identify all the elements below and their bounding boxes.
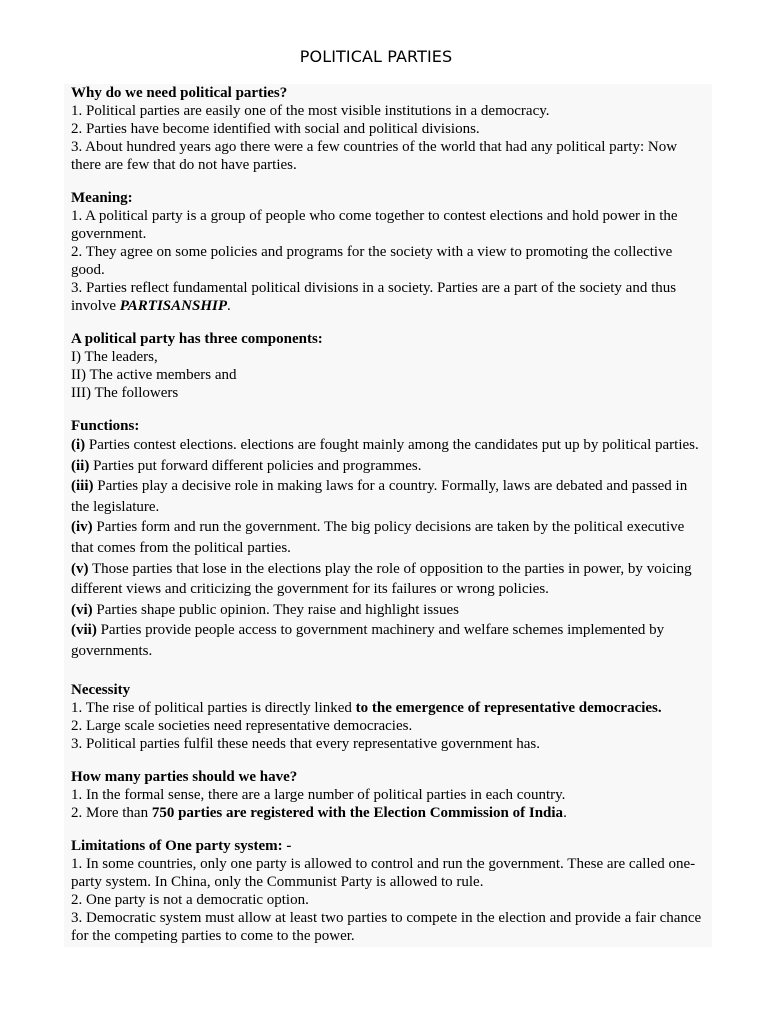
section-heading: Meaning: <box>71 190 133 206</box>
document-body <box>64 84 712 947</box>
item-text: Parties put forward different policies and programmes. <box>89 457 422 474</box>
item-bold: to the emergence of representative democracies. <box>355 699 662 716</box>
item-text: 2. More than <box>71 804 152 821</box>
section-how-many <box>71 768 705 822</box>
list-item <box>71 699 705 717</box>
item-number: (iii) <box>71 478 94 495</box>
list-item <box>71 435 705 456</box>
item-text: 3. Parties reflect fundamental political divisions in a society. Parties are a part of the society and thus involve <box>71 280 677 314</box>
item-text: Parties provide people access to government machinery and welfare schemes implemented by governments. <box>71 622 665 659</box>
list-item: II) The active members and <box>71 367 237 383</box>
list-item: 3. Political parties fulfil these needs that every representative government has. <box>71 735 541 752</box>
item-number: (ii) <box>71 457 90 474</box>
item-bold: 750 parties are registered with the Election Commission of India <box>151 804 564 821</box>
section-heading: Necessity <box>71 681 131 698</box>
list-item <box>71 600 705 621</box>
item-number: (iv) <box>71 519 93 536</box>
item-number: (v) <box>71 560 89 577</box>
list-item: 2. Parties have become identified with social and political divisions. <box>71 121 480 137</box>
section-why-parties <box>71 84 705 174</box>
item-number: (vi) <box>71 601 93 618</box>
list-item <box>71 279 705 315</box>
list-item <box>71 517 705 558</box>
list-item: 3. About hundred years ago there were a few countries of the world that had any political party: Now there are few that do not have parties. <box>71 139 678 173</box>
item-number: (vii) <box>71 622 97 639</box>
item-text: Those parties that lose in the elections play the role of opposition to the parties in power, by voicing different views and criticizing the government for its failures or wrong policies. <box>71 560 692 598</box>
section-functions <box>71 417 705 680</box>
item-number: (i) <box>71 437 86 453</box>
list-item: III) The followers <box>71 385 179 401</box>
item-text: Parties contest elections. elections are fought mainly among the candidates put up by political parties. <box>85 437 699 453</box>
section-meaning <box>71 189 705 315</box>
section-heading: Why do we need political parties? <box>71 85 288 101</box>
page-title: POLITICAL PARTIES <box>299 47 453 66</box>
list-item: 1. In some countries, only one party is allowed to control and run the government. These are called one-party system. In China, only the Communist Party is allowed to rule. <box>71 855 696 890</box>
section-limitations <box>71 837 705 945</box>
section-heading: Limitations of One party system: - <box>71 837 292 854</box>
list-item <box>71 476 705 517</box>
list-item: 2. One party is not a democratic option. <box>71 891 309 908</box>
list-item <box>71 559 705 600</box>
list-item: I) The leaders, <box>71 349 158 365</box>
section-heading: A political party has three components: <box>71 331 323 347</box>
section-necessity <box>71 681 705 753</box>
item-text: Parties form and run the government. The big policy decisions are taken by the political executive that comes from the political parties. <box>71 519 685 556</box>
list-item: 2. Large scale societies need representative democracies. <box>71 717 413 734</box>
item-text: Parties play a decisive role in making laws for a country. Formally, laws are debated and passed in the legislature. <box>71 478 688 515</box>
item-text: 1. The rise of political parties is directly linked <box>71 699 356 716</box>
item-end: . <box>227 298 231 314</box>
list-item <box>71 620 705 661</box>
list-item: 1. In the formal sense, there are a large number of political parties in each country. <box>71 786 566 803</box>
list-item <box>71 456 705 477</box>
list-item: 3. Democratic system must allow at least two parties to compete in the election and provide a fair chance for the competing parties to come to the power. <box>71 909 702 944</box>
section-heading: Functions: <box>71 418 140 434</box>
list-item: 2. They agree on some policies and programs for the society with a view to promoting the collective good. <box>71 244 673 278</box>
list-item: 1. A political party is a group of people who come together to contest elections and hold power in the government. <box>71 208 678 242</box>
section-components <box>71 330 705 402</box>
section-heading: How many parties should we have? <box>71 768 298 785</box>
list-item: 1. Political parties are easily one of the most visible institutions in a democracy. <box>71 103 550 119</box>
item-end: . <box>563 804 567 821</box>
blank-line <box>71 662 705 680</box>
list-item <box>71 804 705 822</box>
emphasis-term: PARTISANSHIP <box>119 298 227 314</box>
item-text: Parties shape public opinion. They raise and highlight issues <box>92 601 460 618</box>
